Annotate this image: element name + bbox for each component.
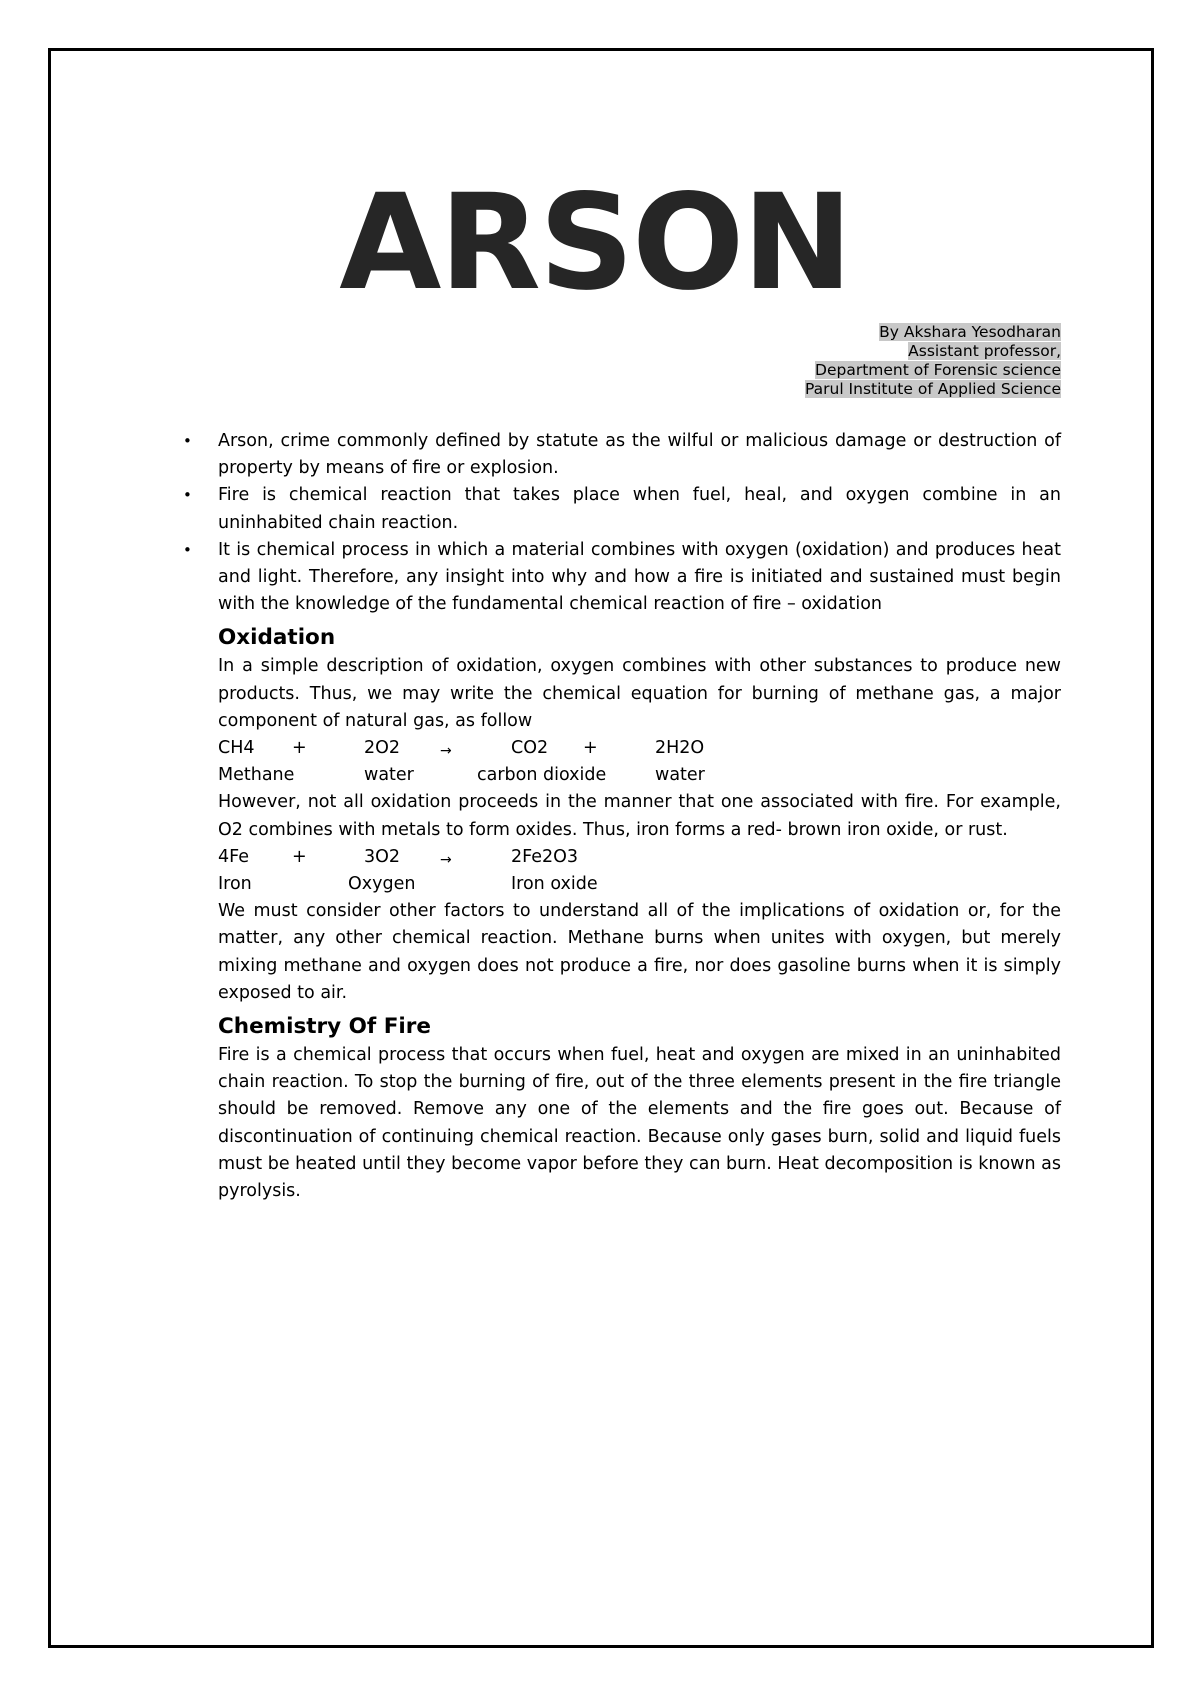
bullet-item: • It is chemical process in which a material combines with oxygen (oxidation) and produces heat and light. Therefore, any insight into why and how a fire is initiated and sustained must begin with the knowledge of the fundamental chemical reaction of fire – oxidation [218, 537, 1061, 619]
bullet-item: • Fire is chemical reaction that takes place when fuel, heal, and oxygen combine in an uninhabited chain reaction. [218, 482, 1061, 536]
chemistry-body: Fire is a chemical process that occurs when fuel, heat and oxygen are mixed in an uninhabited chain reaction. To stop the burning of fire, out of the three elements present in the fire triangle should be removed. Remove any one of the elements and the fire goes out. Because of discontinuation of continuing chemical reaction. Because only gases burn, solid and liquid fuels must be heated until they become vapor before they can burn. Heat decomposition is known as pyrolysis. [218, 1045, 1061, 1202]
eq2-reactant2: 3O2 [364, 846, 401, 867]
eq1-label-reactant1: Methane [218, 765, 295, 786]
eq2-product1: 2Fe2O3 [511, 846, 579, 867]
equation1-label-row [218, 762, 1061, 789]
eq1-label-reactant2: water [364, 765, 414, 786]
eq2-label-product1: Iron oxide [511, 874, 598, 894]
eq2-reactant1: 4Fe [218, 846, 250, 867]
equation1-formula-row [218, 735, 1061, 762]
eq1-reactant1: CH4 [218, 738, 255, 759]
author-block [805, 323, 1061, 399]
eq2-plus1: + [292, 846, 307, 867]
oxidation-closing: We must consider other factors to understand all of the implications of oxidation or, for the matter, any other chemical reaction. Methane burns when unites with oxygen, but merely mixing methane and oxygen does not produce a fire, nor does gasoline burns when it is simply exposed to air. [218, 901, 1061, 1003]
eq1-product2: 2H2O [655, 738, 705, 759]
eq2-label-reactant2: Oxygen [348, 874, 416, 894]
eq1-label-product2: water [655, 765, 705, 786]
document-body [218, 428, 1061, 1205]
oxidation-middle: However, not all oxidation proceeds in the manner that one associated with fire. For example, O2 combines with metals to form oxides. Thus, iron forms a red- brown iron oxide, or rust. [218, 792, 1061, 840]
chemistry-heading: Chemistry Of Fire [218, 1014, 431, 1039]
oxidation-heading: Oxidation [218, 625, 336, 651]
author-name: By Akshara Yesodharan [879, 323, 1061, 341]
eq2-label-reactant1: Iron [218, 874, 252, 894]
equation2-label-row [218, 871, 1061, 898]
eq1-reactant2: 2O2 [364, 738, 401, 759]
eq1-product1: CO2 [511, 738, 549, 759]
bullet-item: • Arson, crime commonly defined by statute as the wilful or malicious damage or destruction of property by means of fire or explosion. [218, 428, 1061, 482]
eq1-plus2: + [583, 738, 598, 759]
eq1-plus1: + [292, 738, 307, 759]
document-title: ARSON [339, 166, 851, 320]
eq2-arrow-icon: → [440, 851, 452, 868]
eq1-label-product1: carbon dioxide [477, 765, 607, 786]
author-department: Department of Forensic science [815, 361, 1061, 379]
author-position: Assistant professor, [908, 342, 1061, 360]
eq1-arrow-icon: → [440, 743, 452, 760]
oxidation-intro: In a simple description of oxidation, oxygen combines with other substances to produce new products. Thus, we may write the chemical equation for burning of methane gas, a major component of natural gas, as follow [218, 656, 1061, 731]
equation2-formula-row [218, 844, 1061, 871]
author-institute: Parul Institute of Applied Science [804, 380, 1061, 398]
